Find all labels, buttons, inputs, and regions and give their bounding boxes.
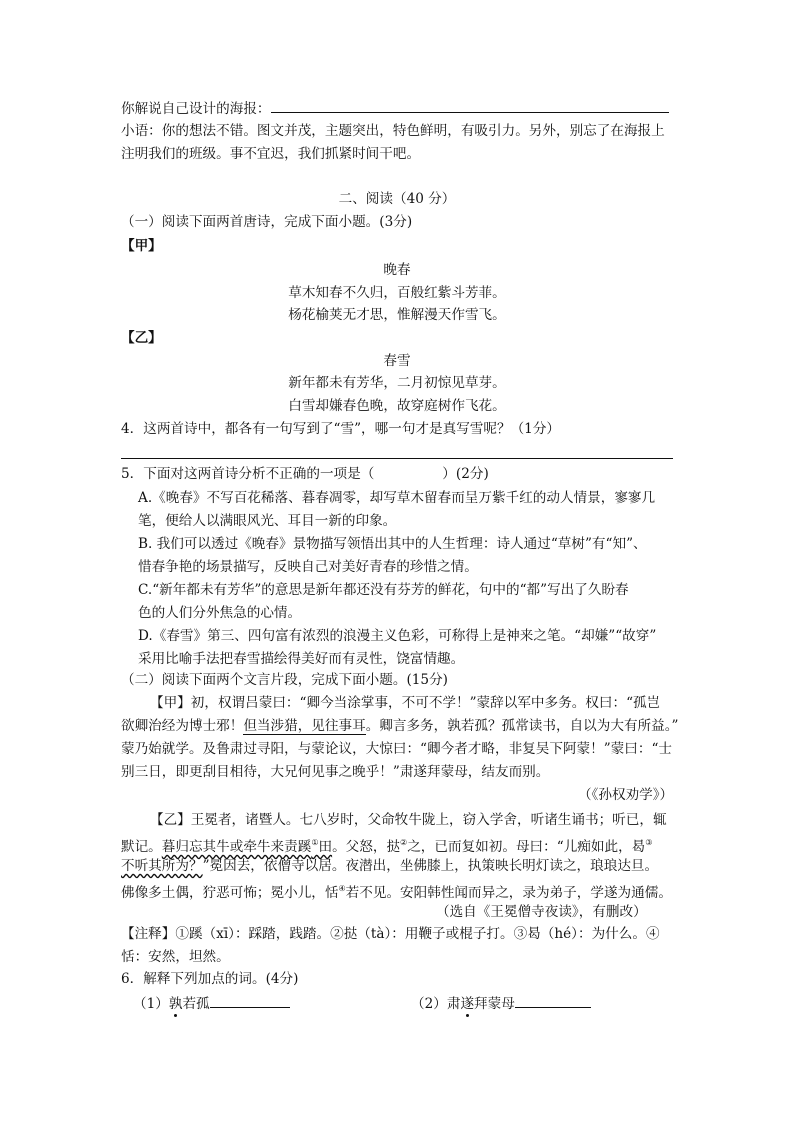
text-jia-line3: 蒙乃始就学。及鲁肃过寻阳，与蒙论议，大惊曰：“卿今者才略，非复吴下阿蒙！”蒙曰：“士 — [121, 741, 673, 757]
part1-heading: （一）阅读下面两首唐诗，完成下面小题。(3分) — [121, 214, 413, 230]
text-yi-line2 — [121, 834, 652, 856]
note-marker-1: ① — [311, 838, 319, 847]
notes-line1: 【注释】①蹊（xī）：踩踏，践踏。②挞（tà）：用鞭子或棍子打。③曷（hé）：为什么。④ — [121, 926, 660, 942]
q6-item-1 — [133, 993, 290, 1013]
text-yi-wavy-2: 不听其所为？ — [121, 858, 203, 874]
text-jia-line4: 别三日，即更刮目相待，大兄何见事之晚乎！”肃遂拜蒙母，结友而别。 — [121, 764, 550, 780]
text-yi-line4-a: 佛像多土偶，狞恶可怖；冕小儿，恬 — [121, 885, 339, 901]
text-yi-wavy-1b: 田 — [318, 839, 333, 855]
question-5-stem: 5．下面对这两首诗分析不正确的一项是（ ）(2分) — [121, 466, 489, 482]
text-jia-line2-b: 。卿言多务，孰若孤？孤常读书，自以为大有所益。” — [365, 718, 679, 734]
q6-item-2-blank[interactable] — [515, 993, 591, 1008]
notes-line2: 恬：安然，坦然。 — [121, 949, 230, 965]
q4-answer-line[interactable] — [121, 458, 673, 459]
section-title: 二、阅读（40 分） — [338, 191, 456, 207]
q5-option-d-2: 采用比喻手法把春雪描绘得美好而有灵性，饶富情趣。 — [138, 651, 465, 667]
text-yi-line2-c: 之，已而复如初。母曰：“儿痴如此，曷 — [407, 839, 646, 855]
text-yi-line4 — [121, 880, 672, 902]
poem2-line1: 新年都未有芳华，二月初惊见草芽。 — [288, 375, 506, 391]
q5-option-b-1: B. 我们可以透过《晚春》景物描写领悟出其中的人生哲理：诗人通过“草树”有“知”、 — [138, 536, 647, 552]
poem1-title: 晚春 — [383, 262, 411, 278]
note-marker-3: ③ — [645, 838, 653, 847]
q6-item-2 — [411, 993, 591, 1013]
poem-jia-label: 【甲】 — [121, 238, 162, 254]
q6-item-2-num: （2）肃 — [411, 996, 461, 1012]
note-marker-2: ② — [400, 838, 408, 847]
q5-option-c-2: 色的人们分外焦急的心情。 — [138, 605, 302, 621]
poster-prompt-line — [121, 98, 669, 118]
q5-option-d-1: D.《春雪》第三、四句富有浓烈的浪漫主义色彩，可称得上是神来之笔。“却嫌”“故穿” — [138, 628, 657, 644]
poster-reply-1: 小语：你的想法不错。图文并茂，主题突出，特色鲜明，有吸引力。另外，别忘了在海报上 — [121, 123, 665, 139]
text-yi-line1: 【乙】王冕者，诸暨人。七八岁时，父命牧牛陇上，窃入学舍，听诸生诵书；听已，辄 — [150, 812, 667, 828]
text-jia-underlined: 但当涉猎，见往事耳 — [243, 718, 366, 734]
poem-yi-label: 【乙】 — [121, 330, 162, 346]
text-yi-line2-a: 默记。 — [121, 839, 162, 855]
poster-prompt: 你解说自己设计的海报： — [121, 101, 271, 117]
text-jia-line2 — [121, 717, 679, 735]
q5-option-b-2: 惜春争艳的场景描写，反映自己对美好青春的珍惜之情。 — [138, 559, 478, 575]
poem2-line2: 白雪却嫌春色晚，故穿庭树作飞花。 — [288, 398, 506, 414]
poem2-title: 春雪 — [383, 353, 411, 369]
poster-answer-blank[interactable] — [271, 98, 669, 113]
q5-option-c-1: C.“新年都未有芳华”的意思是新年都还没有芬芳的鲜花，句中的“都”写出了久盼春 — [138, 582, 629, 598]
q6-item-2-dotted: 遂 — [460, 996, 475, 1012]
q6-item-1-blank[interactable] — [210, 993, 290, 1008]
poem1-line2: 杨花榆荚无才思，惟解漫天作雪飞。 — [288, 307, 506, 323]
poster-reply-2: 注明我们的班级。事不宜迟，我们抓紧时间干吧。 — [121, 146, 421, 162]
q6-item-2-rest: 拜蒙母 — [474, 996, 515, 1012]
part2-heading: （二）阅读下面两个文言片段，完成下面小题。(15分) — [121, 672, 448, 688]
q6-item-1-rest: 若孤 — [182, 996, 210, 1012]
text-yi-line3-b: ”冕因去，依僧寺以居。夜潜出，坐佛膝上，执策映长明灯读之，琅琅达旦。 — [202, 858, 659, 874]
q5-option-a-1: A.《晚春》不写百花稀落、暮春凋零，却写草木留春而呈万紫千红的动人情景，寥寥几 — [138, 490, 656, 506]
text-yi-line4-b: 若不见。安阳韩性闻而异之，录为弟子，学遂为通儒。 — [345, 885, 672, 901]
q6-item-1-dotted: 孰 — [168, 996, 183, 1012]
text-jia-source: （《孙权劝学》） — [578, 787, 674, 803]
poem1-line1: 草木知春不久归，百般红紫斗芳菲。 — [288, 285, 506, 301]
text-yi-wavy-1 — [162, 839, 332, 855]
q5-option-a-2: 笔，便给人以满眼风光、耳目一新的印象。 — [138, 513, 397, 529]
question-6-stem: 6．解释下列加点的词。(4分) — [121, 971, 299, 987]
text-yi-line3 — [121, 857, 658, 875]
q6-item-1-num: （1） — [133, 996, 169, 1012]
text-yi-line2-b: 。父怒，挞 — [332, 839, 401, 855]
text-yi-wavy-1a: 暮归忘其牛或牵牛来责蹊 — [161, 839, 312, 855]
note-marker-4: ④ — [338, 884, 346, 893]
text-jia-line2-a: 欲卿治经为博士邪！ — [121, 718, 244, 734]
question-4: 4．这两首诗中，都各有一句写到了“雪”，哪一句才是真写雪呢？（1分） — [121, 421, 561, 437]
text-yi-source: （选自《王冕僧寺夜读》，有删改） — [436, 904, 647, 920]
text-jia-line1: 【甲】初，权谓吕蒙曰：“卿今当涂掌事，不可不学！”蒙辞以军中多务。权曰：“孤岂 — [150, 695, 661, 711]
